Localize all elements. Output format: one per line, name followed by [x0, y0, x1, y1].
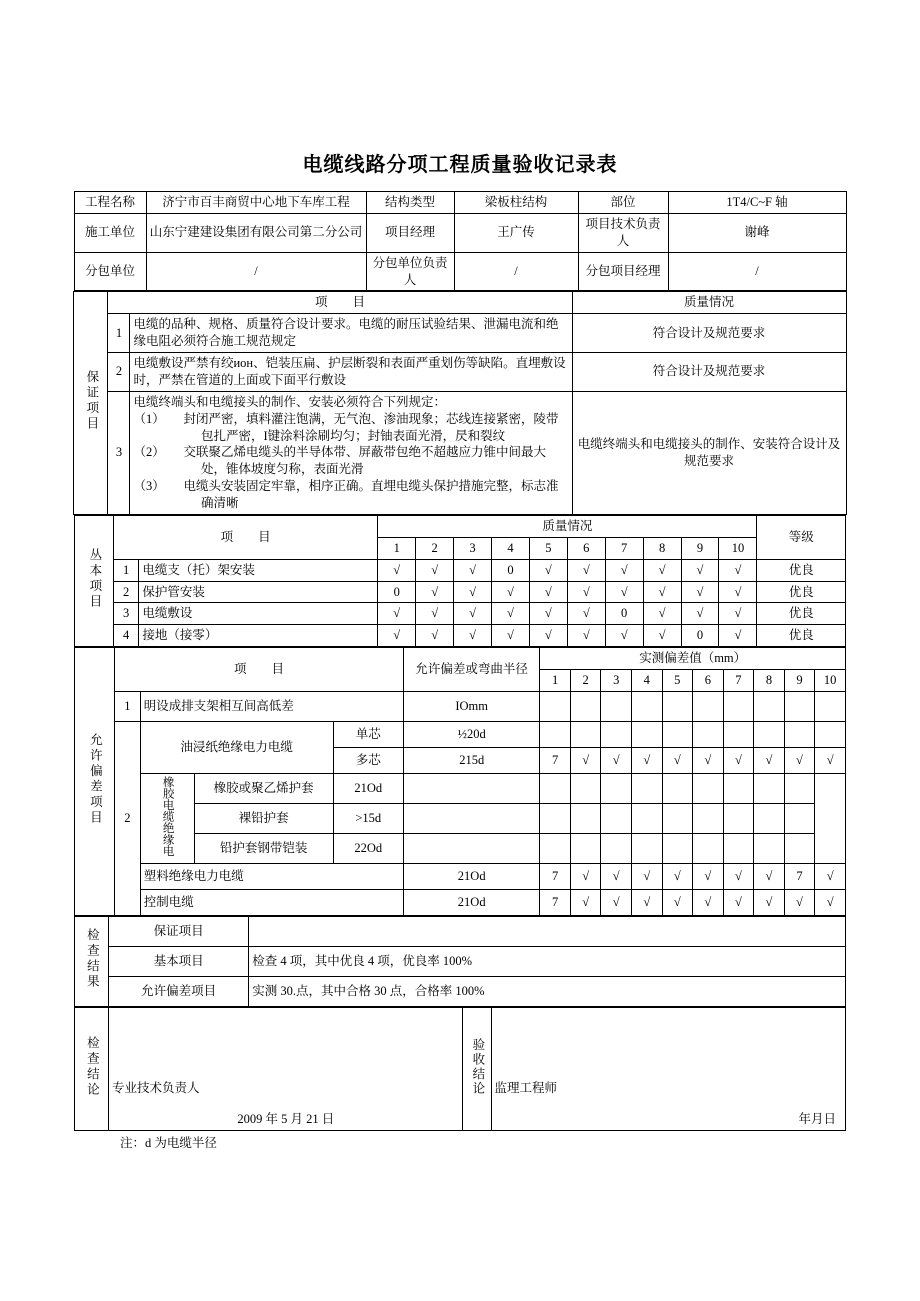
basic-col-quality: 质量情况 — [378, 515, 757, 537]
deviation-value: √ — [570, 864, 601, 890]
deviation-value: 7 — [540, 747, 571, 773]
deviation-group-oil: 油浸纸绝缘电力电缆 — [140, 721, 333, 773]
deviation-col-allow: 允许偏差或弯曲半径 — [404, 648, 540, 692]
basic-col-num: 5 — [529, 537, 567, 559]
deviation-value — [815, 721, 846, 747]
deviation-value — [693, 773, 724, 803]
deviation-sub-name: 单芯 — [333, 721, 404, 747]
basic-col-num: 1 — [378, 537, 416, 559]
guarantee-row-quality: 符合设计及规范要求 — [572, 353, 846, 392]
deviation-value: √ — [784, 747, 815, 773]
deviation-value — [754, 834, 785, 864]
deviation-value — [631, 721, 662, 747]
basic-mark: √ — [416, 581, 454, 603]
deviation-value — [693, 691, 724, 721]
tech-lead-sign-area — [109, 1008, 463, 1079]
deviation-col-num: 4 — [631, 670, 662, 692]
basic-side-label: 丛本项目 — [75, 515, 114, 646]
tech-lead-date: 2009 年 5 月 21 日 — [237, 1112, 335, 1127]
deviation-sub-name: 铅护套钢带铠装 — [194, 834, 333, 864]
construction-unit-label: 施工单位 — [74, 213, 146, 252]
basic-mark: √ — [529, 581, 567, 603]
basic-mark: √ — [416, 603, 454, 625]
table-row — [75, 603, 846, 625]
page-title: 电缆线路分项工程质量验收记录表 — [302, 154, 618, 176]
deviation-allow: 21Od — [404, 864, 540, 890]
table-row — [75, 1078, 846, 1130]
sub-unit-label: 分包单位 — [74, 252, 146, 291]
guarantee-line: （3） 电缆头安装固定牢靠，相序正确。直埋电缆头保护措施完整，标志准确清晰 — [133, 479, 559, 510]
table-row — [75, 917, 846, 947]
deviation-row-no: 2 — [114, 721, 140, 915]
basic-mark: 0 — [605, 603, 643, 625]
basic-mark: √ — [567, 581, 605, 603]
basic-mark: √ — [605, 581, 643, 603]
basic-grade: 优良 — [757, 559, 846, 581]
basic-mark: √ — [643, 625, 681, 647]
deviation-value: √ — [723, 864, 754, 890]
basic-mark: 0 — [491, 559, 529, 581]
deviation-value: √ — [693, 864, 724, 890]
deviation-sub-name: 多芯 — [333, 747, 404, 773]
deviation-value: √ — [631, 890, 662, 916]
table-row — [75, 691, 846, 721]
sub-unit-lead-value: / — [454, 252, 578, 291]
deviation-col-item: 项 目 — [114, 648, 403, 692]
basic-col-num: 6 — [567, 537, 605, 559]
result-row-value — [249, 917, 846, 947]
supervisor-sign-area — [491, 1008, 845, 1079]
deviation-col-num: 10 — [815, 670, 846, 692]
deviation-value — [631, 834, 662, 864]
deviation-value: √ — [784, 890, 815, 916]
basic-col-grade: 等级 — [757, 515, 846, 559]
deviation-side-label: 允许偏差项目 — [75, 648, 115, 916]
basic-row-no: 4 — [114, 625, 139, 647]
deviation-value — [784, 691, 815, 721]
basic-mark: √ — [681, 559, 719, 581]
deviation-value: √ — [662, 864, 693, 890]
deviation-value — [404, 804, 540, 834]
table-row — [75, 581, 846, 603]
deviation-value — [540, 721, 571, 747]
basic-mark: √ — [454, 603, 492, 625]
basic-col-item: 项 目 — [114, 515, 378, 559]
tech-lead-block — [109, 1078, 463, 1130]
basic-row-name: 接地（接零） — [139, 625, 378, 647]
sub-project-manager-label: 分包项目经理 — [578, 252, 668, 291]
basic-mark: √ — [454, 559, 492, 581]
basic-grade: 优良 — [757, 603, 846, 625]
deviation-value: √ — [815, 747, 846, 773]
deviation-col-num: 3 — [601, 670, 632, 692]
guarantee-col-item: 项 目 — [108, 292, 572, 314]
result-table — [74, 916, 846, 1007]
basic-mark: √ — [605, 559, 643, 581]
basic-mark: √ — [681, 603, 719, 625]
guarantee-row-text: 电缆的品种、规格、质量符合设计要求。电缆的耐压试验结果、泄漏电流和绝缘电阻必须符合施工规范规定 — [130, 314, 572, 353]
deviation-value — [601, 834, 632, 864]
result-row-value: 实测 30.点，其中合格 30 点，合格率 100% — [249, 977, 846, 1007]
deviation-value — [404, 773, 540, 803]
basic-mark: √ — [605, 625, 643, 647]
deviation-col-num: 1 — [540, 670, 571, 692]
deviation-row-no: 1 — [114, 691, 140, 721]
basic-grade: 优良 — [757, 625, 846, 647]
basic-mark: √ — [567, 603, 605, 625]
deviation-value: √ — [754, 890, 785, 916]
basic-mark: √ — [643, 581, 681, 603]
deviation-value — [570, 721, 601, 747]
basic-grade: 优良 — [757, 581, 846, 603]
deviation-col-num: 6 — [693, 670, 724, 692]
basic-mark: √ — [416, 559, 454, 581]
basic-mark: √ — [529, 603, 567, 625]
deviation-value: √ — [662, 890, 693, 916]
deviation-value — [540, 691, 571, 721]
deviation-value: 7 — [540, 890, 571, 916]
deviation-value: √ — [723, 890, 754, 916]
project-manager-label: 项目经理 — [366, 213, 454, 252]
guarantee-side-label: 保证项目 — [74, 292, 108, 515]
deviation-value: √ — [662, 747, 693, 773]
basic-col-num: 10 — [719, 537, 757, 559]
deviation-value: √ — [754, 747, 785, 773]
deviation-col-num: 5 — [662, 670, 693, 692]
deviation-value — [784, 804, 815, 834]
deviation-value — [601, 691, 632, 721]
deviation-value — [784, 834, 815, 864]
deviation-value — [631, 773, 662, 803]
deviation-value — [570, 804, 601, 834]
deviation-value — [662, 773, 693, 803]
deviation-value — [662, 804, 693, 834]
basic-mark: √ — [719, 603, 757, 625]
guarantee-line: （2） 交联聚乙烯电缆头的半导体带、屏蔽带包绝不超越应力锥中间最大处，锥体坡度匀称，表面光滑 — [133, 445, 546, 477]
project-name-label: 工程名称 — [74, 192, 146, 214]
conclusion-side-label: 检查结论 — [75, 1008, 109, 1131]
deviation-value — [662, 834, 693, 864]
guarantee-row-no: 3 — [108, 391, 130, 514]
table-row — [75, 947, 846, 977]
basic-col-num: 3 — [454, 537, 492, 559]
deviation-col-num: 9 — [784, 670, 815, 692]
construction-unit-value: 山东宁建建设集团有限公司第二分公司 — [146, 213, 366, 252]
basic-mark: √ — [454, 581, 492, 603]
deviation-value — [601, 804, 632, 834]
deviation-value: √ — [693, 747, 724, 773]
basic-mark: √ — [491, 581, 529, 603]
table-row — [75, 515, 846, 537]
guarantee-row-no: 1 — [108, 314, 130, 353]
table-row — [74, 353, 846, 392]
deviation-value — [693, 804, 724, 834]
deviation-value — [723, 804, 754, 834]
table-row — [74, 192, 846, 214]
basic-mark: √ — [719, 581, 757, 603]
tech-lead-label: 专业技术负责人 — [112, 1081, 200, 1096]
table-row — [75, 625, 846, 647]
project-manager-value: 王广传 — [454, 213, 578, 252]
sub-project-manager-value: / — [668, 252, 846, 291]
tech-lead-label: 项目技术负责人 — [578, 213, 668, 252]
deviation-value: 7 — [540, 864, 571, 890]
deviation-value — [784, 721, 815, 747]
basic-mark: 0 — [681, 625, 719, 647]
deviation-value — [404, 834, 540, 864]
deviation-value — [784, 773, 815, 803]
basic-row-no: 1 — [114, 559, 139, 581]
supervisor-label: 监理工程师 — [494, 1081, 558, 1096]
deviation-allow: ½20d — [404, 721, 540, 747]
deviation-value — [754, 721, 785, 747]
deviation-value — [631, 691, 662, 721]
result-row-label: 基本项目 — [109, 947, 249, 977]
basic-mark: √ — [643, 603, 681, 625]
guarantee-table — [73, 291, 846, 515]
deviation-allow: 21Od — [404, 890, 540, 916]
deviation-value: √ — [570, 747, 601, 773]
deviation-value: √ — [754, 864, 785, 890]
basic-col-num: 7 — [605, 537, 643, 559]
deviation-value — [662, 721, 693, 747]
result-row-value: 检查 4 项，其中优良 4 项，优良率 100% — [249, 947, 846, 977]
footer-note: 注：d 为电缆半径 — [120, 1136, 217, 1150]
deviation-value: √ — [815, 864, 846, 890]
guarantee-col-quality: 质量情况 — [572, 292, 846, 314]
deviation-value — [540, 834, 571, 864]
deviation-value: √ — [601, 864, 632, 890]
deviation-allow: 21Od — [333, 773, 404, 803]
position-value: 1T4/C~F 轴 — [668, 192, 846, 214]
deviation-value: √ — [693, 890, 724, 916]
basic-mark: √ — [416, 625, 454, 647]
table-row — [74, 314, 846, 353]
conclusion-table — [74, 1007, 846, 1131]
deviation-value — [693, 834, 724, 864]
basic-mark: √ — [643, 559, 681, 581]
deviation-sub-name: 裸铅护套 — [194, 804, 333, 834]
deviation-value — [540, 804, 571, 834]
basic-mark: √ — [567, 625, 605, 647]
position-label: 部位 — [578, 192, 668, 214]
basic-row-name: 保护管安装 — [139, 581, 378, 603]
guarantee-row-text-block — [130, 391, 572, 514]
deviation-value: √ — [570, 890, 601, 916]
basic-row-name: 电缆敷设 — [139, 603, 378, 625]
supervisor-date: 年月日 — [798, 1112, 836, 1127]
deviation-value: √ — [815, 890, 846, 916]
deviation-group-rubber: 橡胶电缆绝缘电 — [140, 773, 194, 863]
deviation-allow: 215d — [404, 747, 540, 773]
basic-mark: √ — [378, 625, 416, 647]
structure-type-label: 结构类型 — [366, 192, 454, 214]
deviation-value — [570, 834, 601, 864]
basic-col-num: 2 — [416, 537, 454, 559]
deviation-value — [815, 691, 846, 721]
basic-mark: √ — [491, 625, 529, 647]
table-row — [75, 977, 846, 1007]
guarantee-line: 电缆终端头和电缆接头的制作、安装必须符合下列规定： — [133, 394, 446, 409]
result-side-label: 检查结果 — [75, 917, 109, 1007]
basic-mark: √ — [378, 559, 416, 581]
deviation-col-num: 2 — [570, 670, 601, 692]
table-row — [75, 648, 846, 670]
deviation-sub-name: 橡胶或聚乙烯护套 — [194, 773, 333, 803]
basic-mark: √ — [491, 603, 529, 625]
basic-mark: √ — [529, 559, 567, 581]
deviation-col-measured: 实测偏差值（mm） — [540, 648, 846, 670]
deviation-sub-name: 控制电缆 — [140, 890, 403, 916]
basic-mark: √ — [681, 581, 719, 603]
basic-row-no: 2 — [114, 581, 139, 603]
deviation-value — [754, 691, 785, 721]
guarantee-row-quality: 电缆终端头和电缆接头的制作、安装符合设计及规范要求 — [572, 391, 846, 514]
deviation-allow: IOmm — [404, 691, 540, 721]
project-name-value: 济宁市百丰商贸中心地下车库工程 — [146, 192, 366, 214]
deviation-col-num: 7 — [723, 670, 754, 692]
deviation-value — [601, 721, 632, 747]
table-row — [75, 890, 846, 916]
supervisor-block — [491, 1078, 845, 1130]
table-row — [75, 721, 846, 747]
deviation-value — [754, 804, 785, 834]
deviation-value — [570, 691, 601, 721]
basic-items-table — [74, 515, 846, 647]
guarantee-line: （1） 封闭严密，填料灌注饱满，无气泡、渗油现象；芯线连接紧密，陵带包扎严密，I键涂料涂刷均匀；封铀表面光滑，昃和裂纹 — [133, 411, 559, 443]
result-row-label: 保证项目 — [109, 917, 249, 947]
structure-type-value: 梁板柱结构 — [454, 192, 578, 214]
header-table — [74, 191, 847, 291]
deviation-value: √ — [601, 747, 632, 773]
table-row — [74, 391, 846, 514]
deviation-value — [723, 773, 754, 803]
table-row — [74, 252, 846, 291]
result-row-label: 允许偏差项目 — [109, 977, 249, 1007]
deviation-value — [723, 691, 754, 721]
deviation-value: 7 — [784, 864, 815, 890]
sub-unit-value: / — [146, 252, 366, 291]
acceptance-label: 验收结论 — [463, 1008, 491, 1131]
guarantee-row-quality: 符合设计及规范要求 — [572, 314, 846, 353]
deviation-value — [723, 834, 754, 864]
deviation-value: √ — [631, 747, 662, 773]
deviation-value — [693, 721, 724, 747]
basic-mark: √ — [378, 603, 416, 625]
table-row — [75, 773, 846, 803]
basic-col-num: 9 — [681, 537, 719, 559]
basic-mark: √ — [567, 559, 605, 581]
deviation-allow: >15d — [333, 804, 404, 834]
deviation-allow: 22Od — [333, 834, 404, 864]
tech-lead-value: 谢峰 — [668, 213, 846, 252]
basic-mark: 0 — [378, 581, 416, 603]
basic-col-num: 4 — [491, 537, 529, 559]
deviation-col-num: 8 — [754, 670, 785, 692]
table-row — [74, 213, 846, 252]
deviation-row-name: 明设成排支架相互间高低差 — [140, 691, 403, 721]
deviation-table — [74, 647, 846, 916]
deviation-value — [631, 804, 662, 834]
basic-mark: √ — [719, 559, 757, 581]
deviation-value — [723, 721, 754, 747]
deviation-sub-name: 塑料绝缘电力电缆 — [140, 864, 403, 890]
basic-col-num: 8 — [643, 537, 681, 559]
table-row — [75, 559, 846, 581]
deviation-value — [662, 691, 693, 721]
basic-row-name: 电缆支（托）架安装 — [139, 559, 378, 581]
deviation-value — [754, 773, 785, 803]
basic-mark: √ — [529, 625, 567, 647]
deviation-value — [540, 773, 571, 803]
basic-mark: √ — [454, 625, 492, 647]
deviation-value — [570, 773, 601, 803]
basic-row-no: 3 — [114, 603, 139, 625]
table-row — [75, 864, 846, 890]
basic-mark: √ — [719, 625, 757, 647]
deviation-value: √ — [723, 747, 754, 773]
table-row — [75, 1008, 846, 1079]
guarantee-row-no: 2 — [108, 353, 130, 392]
guarantee-row-text: 电缆敷设严禁有绞ион、铠装压扁、护层断裂和表面严重划伤等缺陷。直埋敷设时，严禁在管道的上面或下面平行敷设 — [130, 353, 572, 392]
deviation-value — [601, 773, 632, 803]
table-row — [74, 292, 846, 314]
deviation-value: √ — [601, 890, 632, 916]
sub-unit-lead-label: 分包单位负责人 — [366, 252, 454, 291]
deviation-value: √ — [631, 864, 662, 890]
